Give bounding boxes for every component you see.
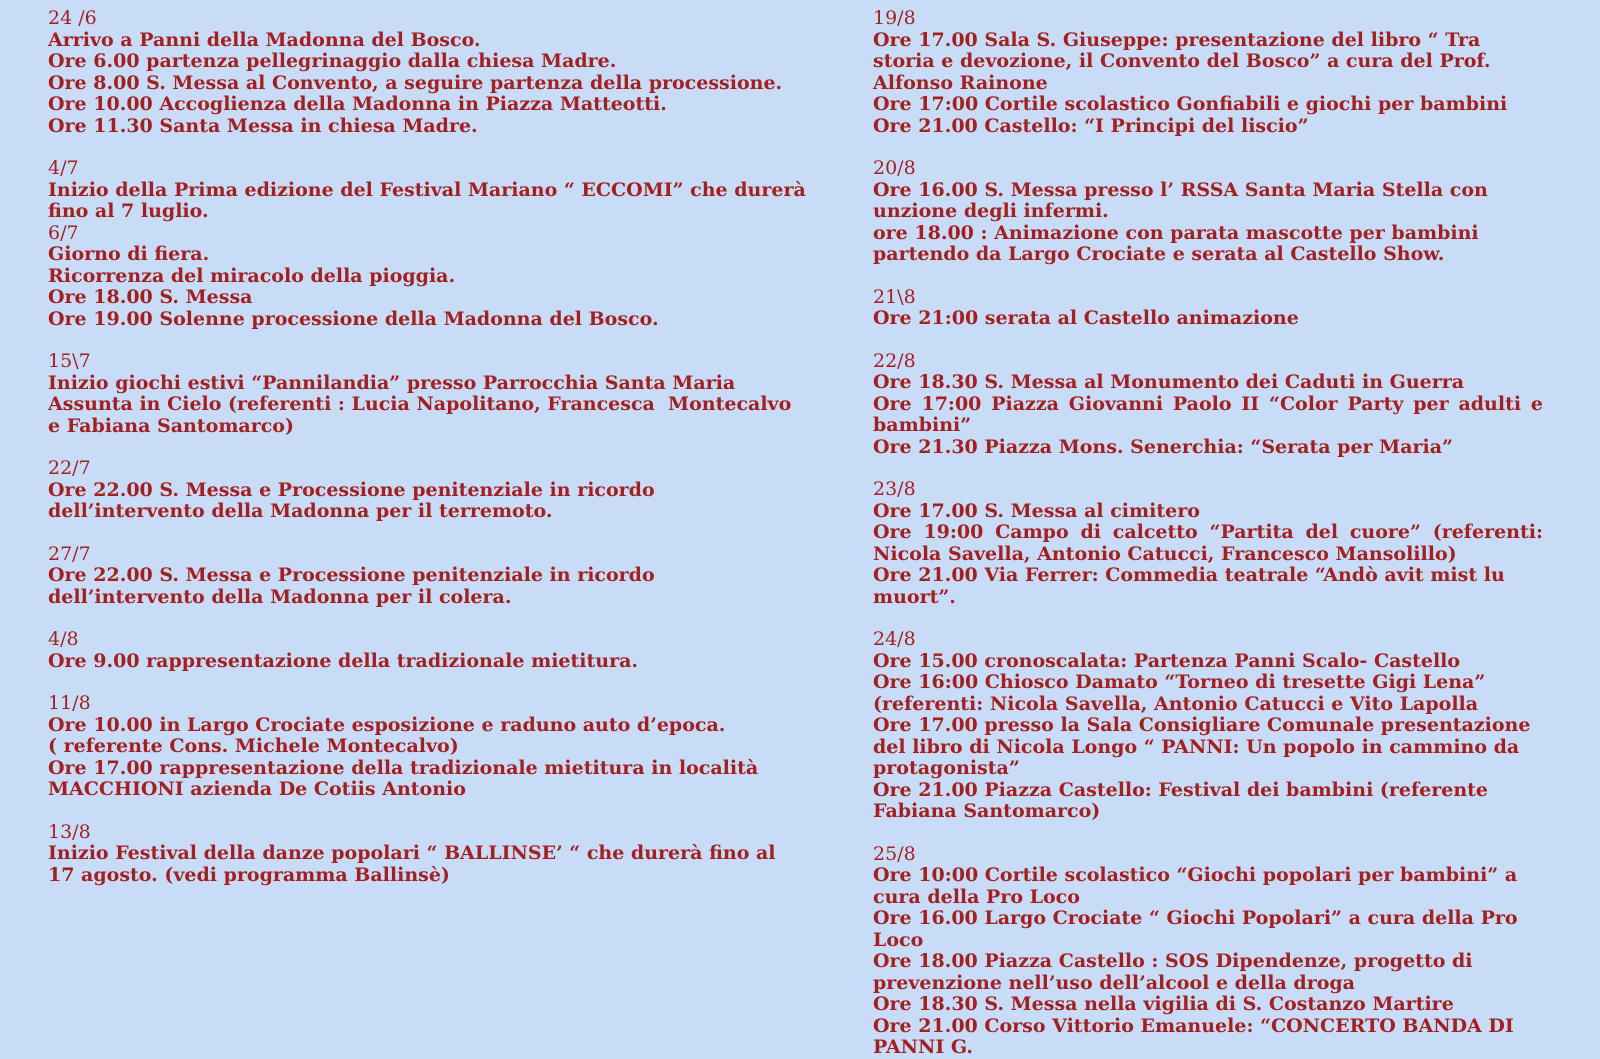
entry-line: Ore 22.00 S. Messa e Processione penitenziale in ricordo dell’intervento della Madonna per il colera.	[48, 564, 662, 608]
entry-line: Ore 19:00 Campo di calcetto “Partita del cuore” (referenti: Nicola Savella, Antonio Catucci, Francesco Mansolillo)	[873, 521, 1550, 565]
entry-line: Ore 18.30 S. Messa nella vigilia di S. Costanzo Martire	[873, 993, 1454, 1015]
entry-line: Ore 21.30 Piazza Mons. Senerchia: “Serata per Maria”	[873, 435, 1453, 458]
entry-line: Ore 19.00 Solenne processione della Madonna del Bosco.	[48, 307, 659, 330]
entry-date: 27/7	[48, 542, 91, 565]
entry-date: 19/8	[873, 7, 916, 29]
entry-line: Ore 16.00 S. Messa presso l’ RSSA Santa Maria Stella con unzione degli infermi.	[873, 178, 1495, 222]
entry-line: ( referente Cons. Michele Montecalvo)	[48, 735, 459, 757]
program-entry	[48, 822, 808, 887]
program-entry	[873, 8, 1543, 137]
entry-line: Inizio giochi estivi “Pannilandia” presso Parrocchia Santa Maria Assunta in Cielo (referenti : Lucia Napolitano, Francesca Montecalvo e Fabiana Santomarco)	[48, 371, 798, 437]
program-entry	[48, 157, 813, 223]
entry-line: Ore 10.00 in Largo Crociate esposizione e raduno auto d’epoca.	[48, 713, 726, 736]
entry-line: Ore 17.00 S. Messa al cimitero	[873, 499, 1200, 522]
entry-date: 22/7	[48, 457, 91, 479]
entry-line: Ore 21.00 Via Ferrer: Commedia teatrale “Andò avit mist lu muort”.	[873, 564, 1512, 608]
entry-line: Ore 18.00 Piazza Castello : SOS Dipendenze, progetto di prevenzione nell’uso dell’alcool e della droga	[873, 950, 1480, 994]
entry-line: Ore 18.00 S. Messa	[48, 286, 253, 308]
entry-line: Ore 10.00 Accoglienza della Madonna in Piazza Matteotti.	[48, 93, 667, 115]
entry-date: 23/8	[873, 478, 916, 500]
entry-line: Ore 8.00 S. Messa al Convento, a seguire partenza della processione.	[48, 71, 783, 94]
entry-line: Arrivo a Panni della Madonna del Bosco.	[48, 28, 481, 51]
program-column-left	[48, 7, 813, 886]
entry-line: Ore 16:00 Chiosco Damato “Torneo di tresette Gigi Lena” (referenti: Nicola Savella, Antonio Catucci e Vito Lapolla	[873, 671, 1492, 715]
program-entry	[873, 629, 1543, 823]
program-entry	[873, 158, 1543, 266]
entry-date: 20/8	[873, 157, 916, 179]
entry-line: Ore 17:00 Piazza Giovanni Paolo II “Color Party per adulti e bambini”	[873, 392, 1550, 436]
entry-date: 4/7	[48, 157, 79, 179]
program-entry	[48, 223, 808, 331]
program-entry	[873, 844, 1543, 1059]
program-entry	[48, 8, 808, 137]
program-column-right	[873, 7, 1550, 1059]
entry-line: Ore 17:00 Cortile scolastico Gonfiabili e giochi per bambini	[873, 93, 1508, 115]
program-entry	[48, 458, 808, 523]
entry-line: Ore 10:00 Cortile scolastico “Giochi popolari per bambini” a cura della Pro Loco	[873, 864, 1524, 908]
entry-line: Inizio della Prima edizione del Festival Mariano “ ECCOMI” che durerà fino al 7 luglio.	[48, 178, 813, 222]
entry-line: Ricorrenza del miracolo della pioggia.	[48, 264, 456, 287]
entry-line: Inizio Festival della danze popolari “ BALLINSE’ “ che durerà fino al 17 agosto. (vedi programma Ballinsè)	[48, 842, 783, 886]
entry-date: 24/8	[873, 628, 916, 650]
entry-line: Ore 17.00 Sala S. Giuseppe: presentazione del libro “ Tra storia e devozione, il Convento del Bosco” a cura del Prof. Alfonso Rainone	[873, 28, 1498, 94]
entry-line: Ore 11.30 Santa Messa in chiesa Madre.	[48, 114, 478, 137]
entry-line: Ore 17.00 presso la Sala Consigliare Comunale presentazione del libro di Nicola Longo “ PANNI: Un popolo in cammino da protagonista”	[873, 714, 1538, 779]
entry-date: 6/7	[48, 221, 79, 244]
entry-line: Ore 9.00 rappresentazione della tradizionale mietitura.	[48, 649, 639, 672]
entry-line: Ore 6.00 partenza pellegrinaggio dalla chiesa Madre.	[48, 50, 617, 72]
entry-line: Ore 18.30 S. Messa al Monumento dei Caduti in Guerra	[873, 371, 1465, 393]
program-entry	[48, 693, 808, 801]
entry-date: 22/8	[873, 349, 916, 372]
entry-date: 11/8	[48, 692, 91, 714]
entry-date: 21\8	[873, 285, 916, 308]
program-entry	[873, 349, 1550, 459]
entry-date: 25/8	[873, 842, 916, 865]
entry-line: Ore 17.00 rappresentazione della tradizionale mietitura in località MACCHIONI azienda De Cotiis Antonio	[48, 756, 765, 800]
entry-line: ore 18.00 : Animazione con parata mascotte per bambini partendo da Largo Crociate e serata al Castello Show.	[873, 221, 1486, 265]
entry-date: 4/8	[48, 628, 79, 650]
program-entry	[873, 287, 1543, 330]
entry-line: Ore 15.00 cronoscalata: Partenza Panni Scalo- Castello	[873, 649, 1461, 672]
entry-line: Ore 22.00 S. Messa e Processione penitenziale in ricordo dell’intervento della Madonna per il terremoto.	[48, 478, 662, 522]
entry-date: 24 /6	[48, 7, 97, 29]
entry-line: Ore 21.00 Castello: “I Principi del liscio”	[873, 114, 1309, 137]
entry-date: 13/8	[48, 820, 91, 843]
entry-line: Ore 16.00 Largo Crociate “ Giochi Popolari” a cura della Pro Loco	[873, 907, 1525, 951]
entry-date: 15\7	[48, 350, 91, 372]
entry-line: Ore 21.00 Corso Vittorio Emanuele: “CONCERTO BANDA DI PANNI G.	[873, 1014, 1521, 1058]
program-entry	[48, 629, 808, 672]
entry-line: Ore 21:00 serata al Castello animazione	[873, 307, 1299, 329]
program-entry	[873, 478, 1550, 608]
entry-line: Giorno di fiera.	[48, 243, 210, 265]
program-entry	[48, 544, 808, 609]
entry-line: Ore 21.00 Piazza Castello: Festival dei bambini (referente Fabiana Santomarco)	[873, 778, 1495, 822]
program-entry	[48, 351, 808, 437]
